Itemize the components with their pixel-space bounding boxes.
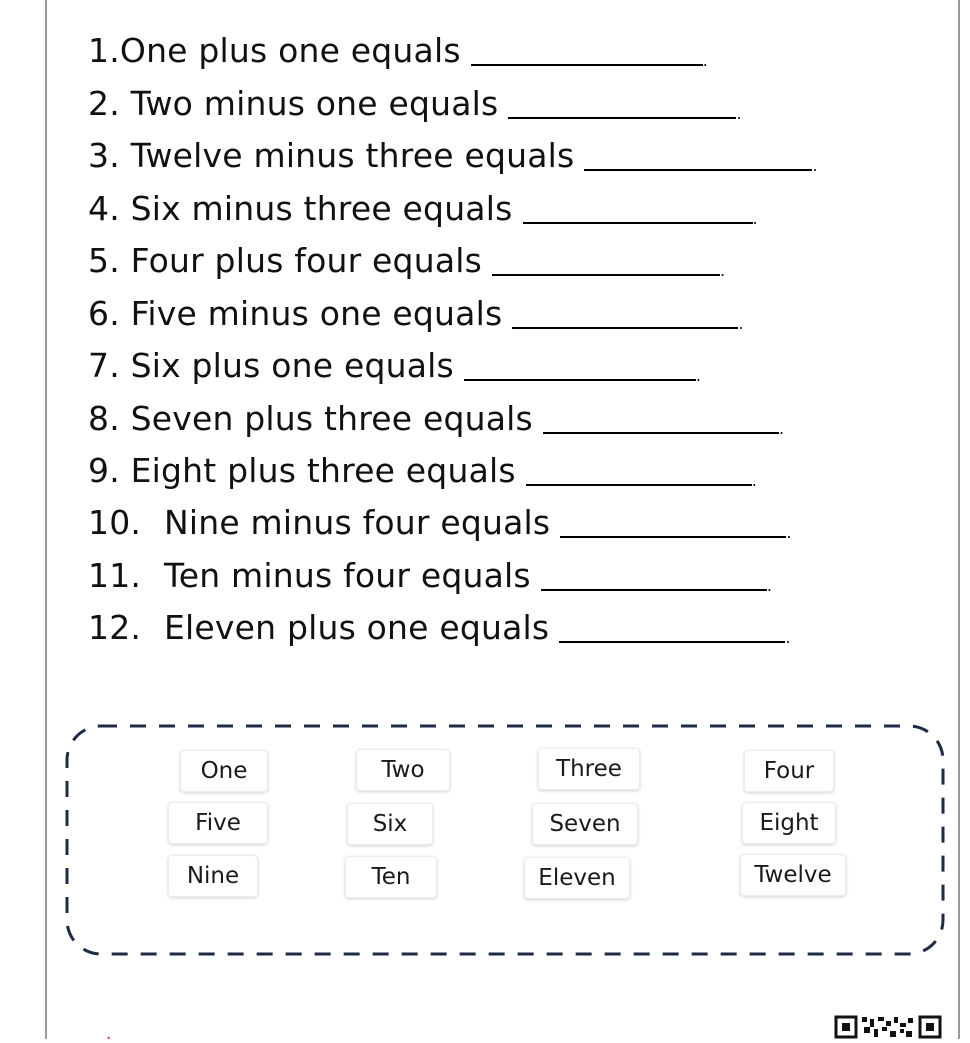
answer-blank-9[interactable] — [526, 484, 752, 486]
sentence-period: . — [752, 209, 758, 228]
sentence-text: Seven plus three equals — [130, 399, 533, 438]
word-chip-five[interactable]: Five — [168, 802, 268, 844]
sentence-number: 7. — [88, 346, 120, 385]
sentence-number: 12. — [88, 608, 142, 647]
sentence-period: . — [736, 104, 742, 123]
sentence-text: Eight plus three equals — [130, 451, 516, 490]
sentence-text: Eleven plus one equals — [164, 608, 550, 647]
answer-blank-3[interactable] — [584, 169, 812, 171]
sentence-text: Two minus one equals — [130, 84, 499, 123]
sentence-period: . — [778, 419, 785, 438]
sentence-number: 5. — [88, 241, 120, 280]
word-chip-eleven[interactable]: Eleven — [524, 857, 630, 899]
word-chip-twelve[interactable]: Twelve — [740, 854, 846, 896]
answer-blank-1[interactable] — [471, 64, 703, 66]
sentence-number: 11. — [88, 556, 142, 595]
worksheet-logo-icon — [86, 1030, 116, 1039]
sentence-period: . — [738, 314, 744, 333]
sentence-text: Six minus three equals — [130, 189, 513, 228]
sentence-number: 8. — [88, 399, 120, 438]
sentence-7 — [88, 340, 702, 392]
sentence-number: 3. — [88, 136, 120, 175]
sentence-text: Nine minus four equals — [164, 503, 551, 542]
qr-code-icon — [834, 1015, 944, 1039]
answer-blank-2[interactable] — [508, 117, 736, 119]
sentence-8 — [88, 393, 785, 445]
sentence-11 — [88, 550, 773, 602]
page-frame-right — [958, 0, 960, 1039]
word-bank — [64, 714, 946, 958]
word-chip-three[interactable]: Three — [538, 748, 640, 790]
sentence-period: . — [751, 471, 758, 490]
sentence-period: . — [785, 628, 791, 647]
sentence-number: 2. — [88, 84, 120, 123]
sentence-4 — [88, 183, 759, 235]
answer-blank-5[interactable] — [492, 274, 720, 276]
answer-blank-4[interactable] — [523, 222, 753, 224]
sentence-number: 10. — [88, 503, 142, 542]
sentence-number: 4. — [88, 189, 120, 228]
sentence-text: Ten minus four equals — [164, 556, 531, 595]
word-chip-ten[interactable]: Ten — [345, 856, 437, 898]
sentence-period: . — [702, 51, 709, 70]
page-frame-left — [45, 0, 47, 1039]
sentence-text: Six plus one equals — [130, 346, 454, 385]
sentence-9 — [88, 445, 758, 497]
sentence-text: Twelve minus three equals — [130, 136, 575, 175]
sentence-text: Five minus one equals — [130, 294, 503, 333]
word-chip-six[interactable]: Six — [347, 803, 433, 845]
answer-blank-10[interactable] — [560, 536, 786, 538]
answer-blank-8[interactable] — [543, 432, 779, 434]
sentence-number: 6. — [88, 294, 120, 333]
sentence-text: One plus one equals — [119, 31, 461, 70]
word-chip-nine[interactable]: Nine — [168, 855, 258, 897]
sentence-text: Four plus four equals — [130, 241, 483, 280]
sentence-6 — [88, 288, 744, 340]
answer-blank-12[interactable] — [559, 641, 785, 643]
sentence-12 — [88, 602, 791, 654]
answer-blank-6[interactable] — [512, 327, 738, 329]
sentence-5 — [88, 235, 726, 287]
sentence-period: . — [786, 523, 792, 542]
sentence-period: . — [720, 261, 726, 280]
sentence-period: . — [812, 156, 818, 175]
sentence-number: 1. — [88, 31, 120, 70]
answer-blank-7[interactable] — [464, 379, 696, 381]
sentence-1 — [88, 25, 709, 77]
sentence-10 — [88, 497, 792, 549]
word-chip-seven[interactable]: Seven — [532, 803, 638, 845]
word-chip-eight[interactable]: Eight — [742, 802, 836, 844]
word-chip-one[interactable]: One — [180, 750, 268, 792]
sentence-3 — [88, 130, 818, 182]
sentence-2 — [88, 78, 742, 130]
word-chip-two[interactable]: Two — [356, 749, 450, 791]
sentence-period: . — [695, 366, 702, 385]
sentence-period: . — [766, 576, 773, 595]
answer-blank-11[interactable] — [541, 589, 767, 591]
word-chip-four[interactable]: Four — [744, 750, 834, 792]
sentence-number: 9. — [88, 451, 120, 490]
